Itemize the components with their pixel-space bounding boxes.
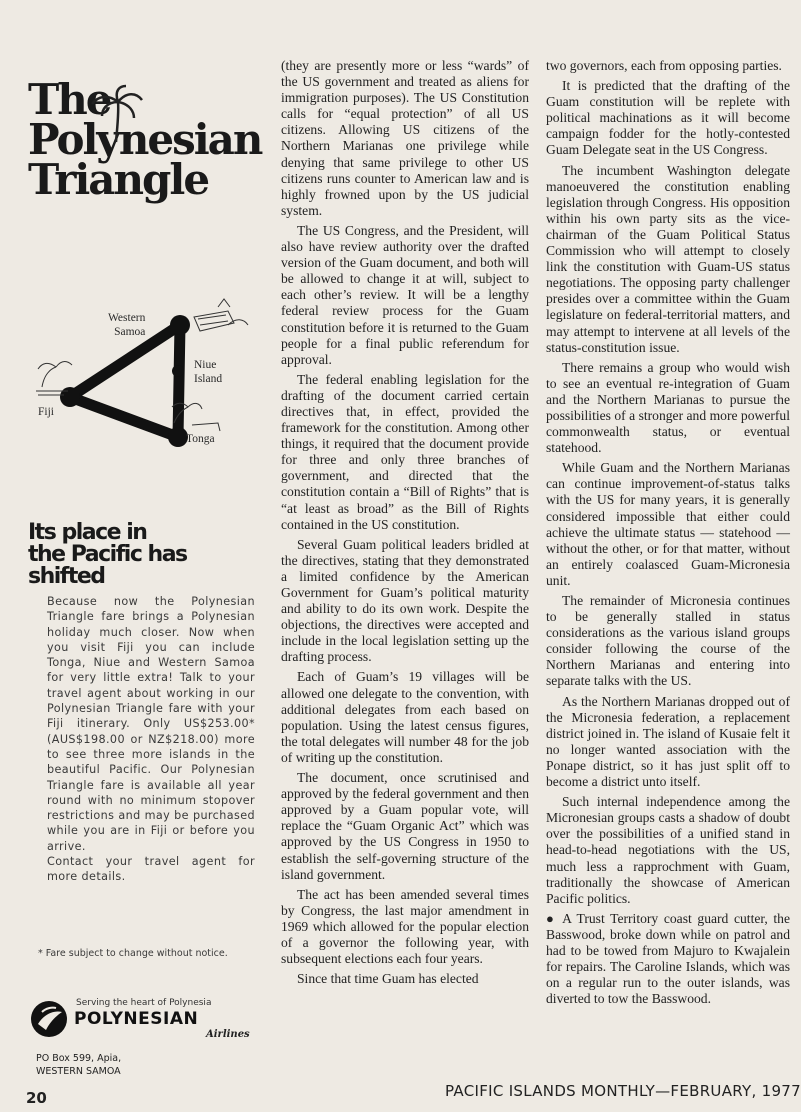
article-paragraph: Since that time Guam has elected — [297, 971, 479, 987]
article-column-1 — [281, 58, 529, 991]
address-line: PO Box 599, Apia, — [36, 1053, 122, 1064]
article-paragraph: While Guam and the Northern Marianas can continue improvement-of-status talks with the US for many years, it is generally considered impossible that either could achieve the ultimate status — statehood — without the other, or for that matter, without an entirely coalasced Guam-Micronesia unit. — [546, 460, 790, 588]
article-paragraph: The act has been amended several times by Congress, the last major amendment in 1969 which allowed for the popular election of a governor the following year, with subsequent elections each four years. — [281, 886, 529, 967]
article-paragraph: The federal enabling legislation for the drafting of the document carried certain directives that, in effect, provided the framework for the constitution. Among other things, it required that the document provide for three and only three branches of government, and directed that the constitution contain a “Bill of Rights” that is “at least as broad” as the Bill of Rights contained in the US constitution. — [281, 371, 529, 532]
article-paragraph: Several Guam political leaders bridled at the directives, stating that they demonstrated a limited confidence by the American Government for Guam’s political maturity and ability to do its own work. Despite the objections, the directives were accepted and include in the local legislation setting up the drafting process. — [281, 536, 529, 665]
polynesian-airlines-brand — [30, 998, 270, 1077]
article-column-2 — [546, 58, 790, 1011]
ad-title — [28, 75, 268, 204]
page-number: 20 — [26, 1089, 47, 1107]
ad-title-line: Triangle — [28, 155, 209, 204]
article-paragraph: It is predicted that the drafting of the Guam constitution will be replete with political machinations as it will become campaign fodder for the hotly-contested Guam Delegate seat in the US Congress. — [546, 78, 790, 158]
triangle-route-diagram — [28, 295, 266, 475]
ad-headline — [28, 522, 268, 588]
brand-tagline: Serving the heart of Polynesia — [76, 998, 212, 1008]
article-paragraph: The US Congress, and the President, will also have review authority over the drafted version of the Guam document, and both will be allowed to change it at will, subject to each other’s review. It will be a lengthy federal review process for the Guam constitution before it is returned to the Guam people for a final public referendum for approval. — [281, 222, 529, 367]
news-brief — [546, 911, 790, 1008]
ad-body-paragraph: Because now the Polynesian Triangle fare brings a Polynesian holiday much closer. Now when you visit Fiji you can include Tonga, Niue and Western Samoa for very little extra! Talk to your travel agent about working in our Polynesian Triangle fare with your Fiji itinerary. Only US$253.00* (AUS$198.00 or NZ$218.00) more to see three more islands in the beautiful Pacific. Our Polynesian Triangle fare is available all year round with no minimum stopover restrictions and may be purchased while you are in Fiji or before you arrive. — [47, 595, 255, 853]
article-paragraph: Such internal independence among the Micronesian groups casts a shadow of doubt over the possibilities of a unified stand in head-to-head negotiations with the US, much less a rapprochment with Guam, traditionally the showcase of American Pacific politics. — [546, 794, 790, 906]
ad-body-copy — [47, 594, 255, 885]
article-paragraph: There remains a group who would wish to see an eventual re-integration of Guam and the Northern Marianas to pursue the possibilities of a stronger and more powerful commonwealth status, or eventual statehood. — [546, 359, 790, 456]
news-brief-text: A Trust Territory coast guard cutter, the Basswood, broke down while on patrol and had to be towed from Majuro to Kwajalein for repairs. The Caroline Islands, which was on a regular run to the outer islands, was diverted to tow the Basswood. — [546, 910, 790, 1007]
article-paragraph: The remainder of Micronesia continues to be generally stalled in status considerations as the various island groups consider following the course of the Northern Marianas and entering into separate talks with the US. — [546, 593, 790, 689]
western-samoa-label: Western Samoa — [108, 312, 146, 338]
polynesian-triangle-map — [28, 295, 266, 475]
tonga-label: Tonga — [186, 433, 215, 445]
niue-island-label: Niue Island — [194, 359, 223, 385]
article-paragraph: (they are presently more or less “wards” of the US government and treated as aliens for immigration purposes). The US Constitution calls for “equal protection” of all US citizens. Allowing US citizens of the Northern Marianas one privilege while denying that same privilege to other US citizens runs counter to American law and is highly frowned upon by the US judicial system. — [281, 58, 529, 218]
running-title: PACIFIC ISLANDS MONTHLY—FEBRUARY, 1977 — [445, 1082, 801, 1100]
polynesian-airlines-advertisement — [28, 60, 266, 1077]
article-paragraph: The document, once scrutinised and approved by the federal government and then approved by a Guam popular vote, will replace the “Guam Organic Act” which was approved by the US Congress in 1950 to establish the self-governing structure of the island government. — [281, 770, 529, 882]
ad-headline-line: Its place in — [28, 520, 147, 545]
article-paragraph: Each of Guam’s 19 villages will be allowed one delegate to the convention, with additional delegates from each based on population. Using the latest census figures, the total delegates will number 48 for the job of writing up the constitution. — [281, 669, 529, 765]
ad-title-line: The — [28, 75, 111, 124]
brand-address — [36, 1052, 121, 1078]
brand-name: POLYNESIAN — [74, 1009, 199, 1029]
western-samoa-sketch-icon — [194, 299, 248, 331]
fare-footnote: * Fare subject to change without notice. — [38, 948, 228, 959]
polynesian-airlines-logo-icon — [30, 1000, 68, 1038]
palm-tree-icon — [86, 84, 146, 144]
fiji-label: Fiji — [38, 406, 54, 418]
bullet-icon: ● — [546, 910, 557, 926]
ad-contact-line: Contact your travel agent for more details. — [47, 855, 255, 884]
article-paragraph: As the Northern Marianas dropped out of the Micronesia federation, a replacement district joined in. The island of Kusaie felt it no longer wanted association with the Ponape district, so it has just split off to become a district unto itself. — [546, 693, 790, 790]
address-line: WESTERN SAMOA — [36, 1066, 121, 1077]
brand-airlines-script: Airlines — [206, 1029, 250, 1040]
article-paragraph: two governors, each from opposing parties. — [546, 58, 782, 73]
article-paragraph: The incumbent Washington delegate manoeuvered the constitution enabling legislation through Congress. His opposition within his own party sits as the vice-chairman of the Guam Political Status Commission who will attempt to closely link the constitution with Guam-US status negotiations. The opposing party challenger presides over a committee within the Guam legislature on federal-territorial matters, and may attempt to intervene at all levels of the status-constitution issue. — [546, 162, 790, 355]
ad-title-line: Polynesian — [28, 115, 262, 164]
ad-headline-line: the Pacific has shifted — [28, 542, 187, 589]
